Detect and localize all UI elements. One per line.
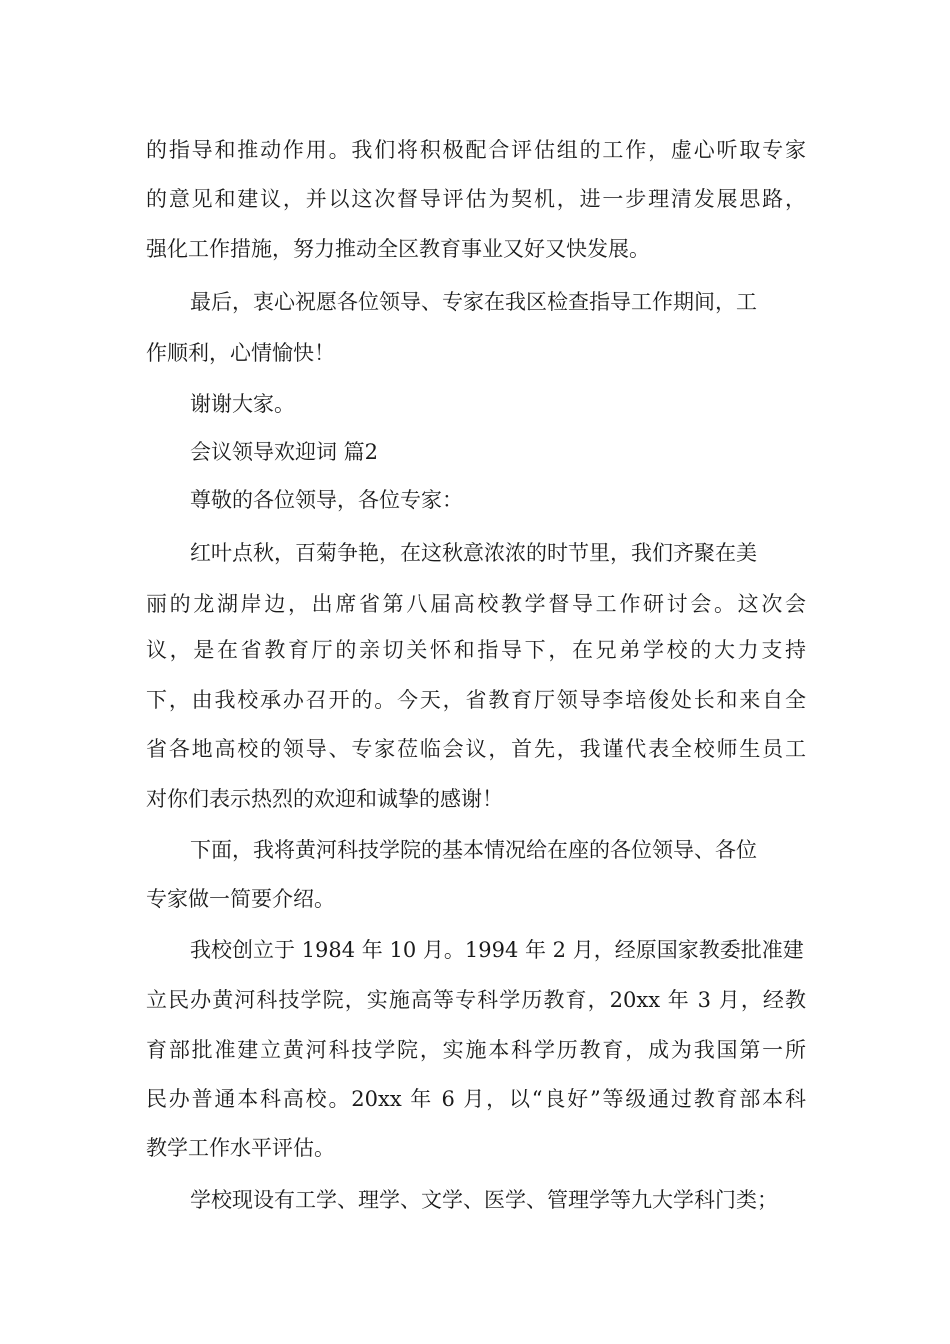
text-line: 育部批准建立黄河科技学院，实施本科学历教育，成为我国第一所 bbox=[146, 1038, 806, 1062]
text-line: 学校现设有工学、理学、文学、医学、管理学等九大学科门类； bbox=[190, 1188, 778, 1212]
text-line: 教学工作水平评估。 bbox=[146, 1136, 335, 1160]
salutation: 尊敬的各位领导，各位专家： bbox=[190, 488, 463, 512]
text-line: 红叶点秋，百菊争艳，在这秋意浓浓的时节里，我们齐聚在美 bbox=[190, 541, 757, 565]
text-line: 立民办黄河科技学院，实施高等专科学历教育，20xx 年 3 月，经教 bbox=[146, 988, 806, 1012]
text-line: 下，由我校承办召开的。今天，省教育厅领导李培俊处长和来自全 bbox=[146, 688, 806, 712]
text-line: 最后，衷心祝愿各位领导、专家在我区检查指导工作期间，工 bbox=[190, 290, 757, 314]
text-line: 省各地高校的领导、专家莅临会议，首先，我谨代表全校师生员工 bbox=[146, 737, 806, 761]
text-line: 的指导和推动作用。我们将积极配合评估组的工作，虚心听取专家 bbox=[146, 138, 806, 162]
text-line: 专家做一简要介绍。 bbox=[146, 887, 335, 911]
text-line: 作顺利，心情愉快！ bbox=[146, 341, 335, 365]
text-line: 强化工作措施，努力推动全区教育事业又好又快发展。 bbox=[146, 237, 650, 261]
text-line: 的意见和建议，并以这次督导评估为契机，进一步理清发展思路， bbox=[146, 187, 806, 211]
text-line: 丽的龙湖岸边，出席省第八届高校教学督导工作研讨会。这次会 bbox=[146, 592, 806, 616]
text-line: 民办普通本科高校。20xx 年 6 月，以“良好”等级通过教育部本科 bbox=[146, 1087, 806, 1111]
text-line: 议，是在省教育厅的亲切关怀和指导下，在兄弟学校的大力支持 bbox=[146, 638, 806, 662]
text-line: 下面，我将黄河科技学院的基本情况给在座的各位领导、各位 bbox=[190, 838, 757, 862]
text-line: 谢谢大家。 bbox=[190, 392, 295, 416]
section-heading: 会议领导欢迎词 篇2 bbox=[190, 440, 379, 464]
text-line: 对你们表示热烈的欢迎和诚挚的感谢！ bbox=[146, 787, 503, 811]
text-line: 我校创立于 1984 年 10 月。1994 年 2 月，经原国家教委批准建 bbox=[190, 938, 804, 962]
